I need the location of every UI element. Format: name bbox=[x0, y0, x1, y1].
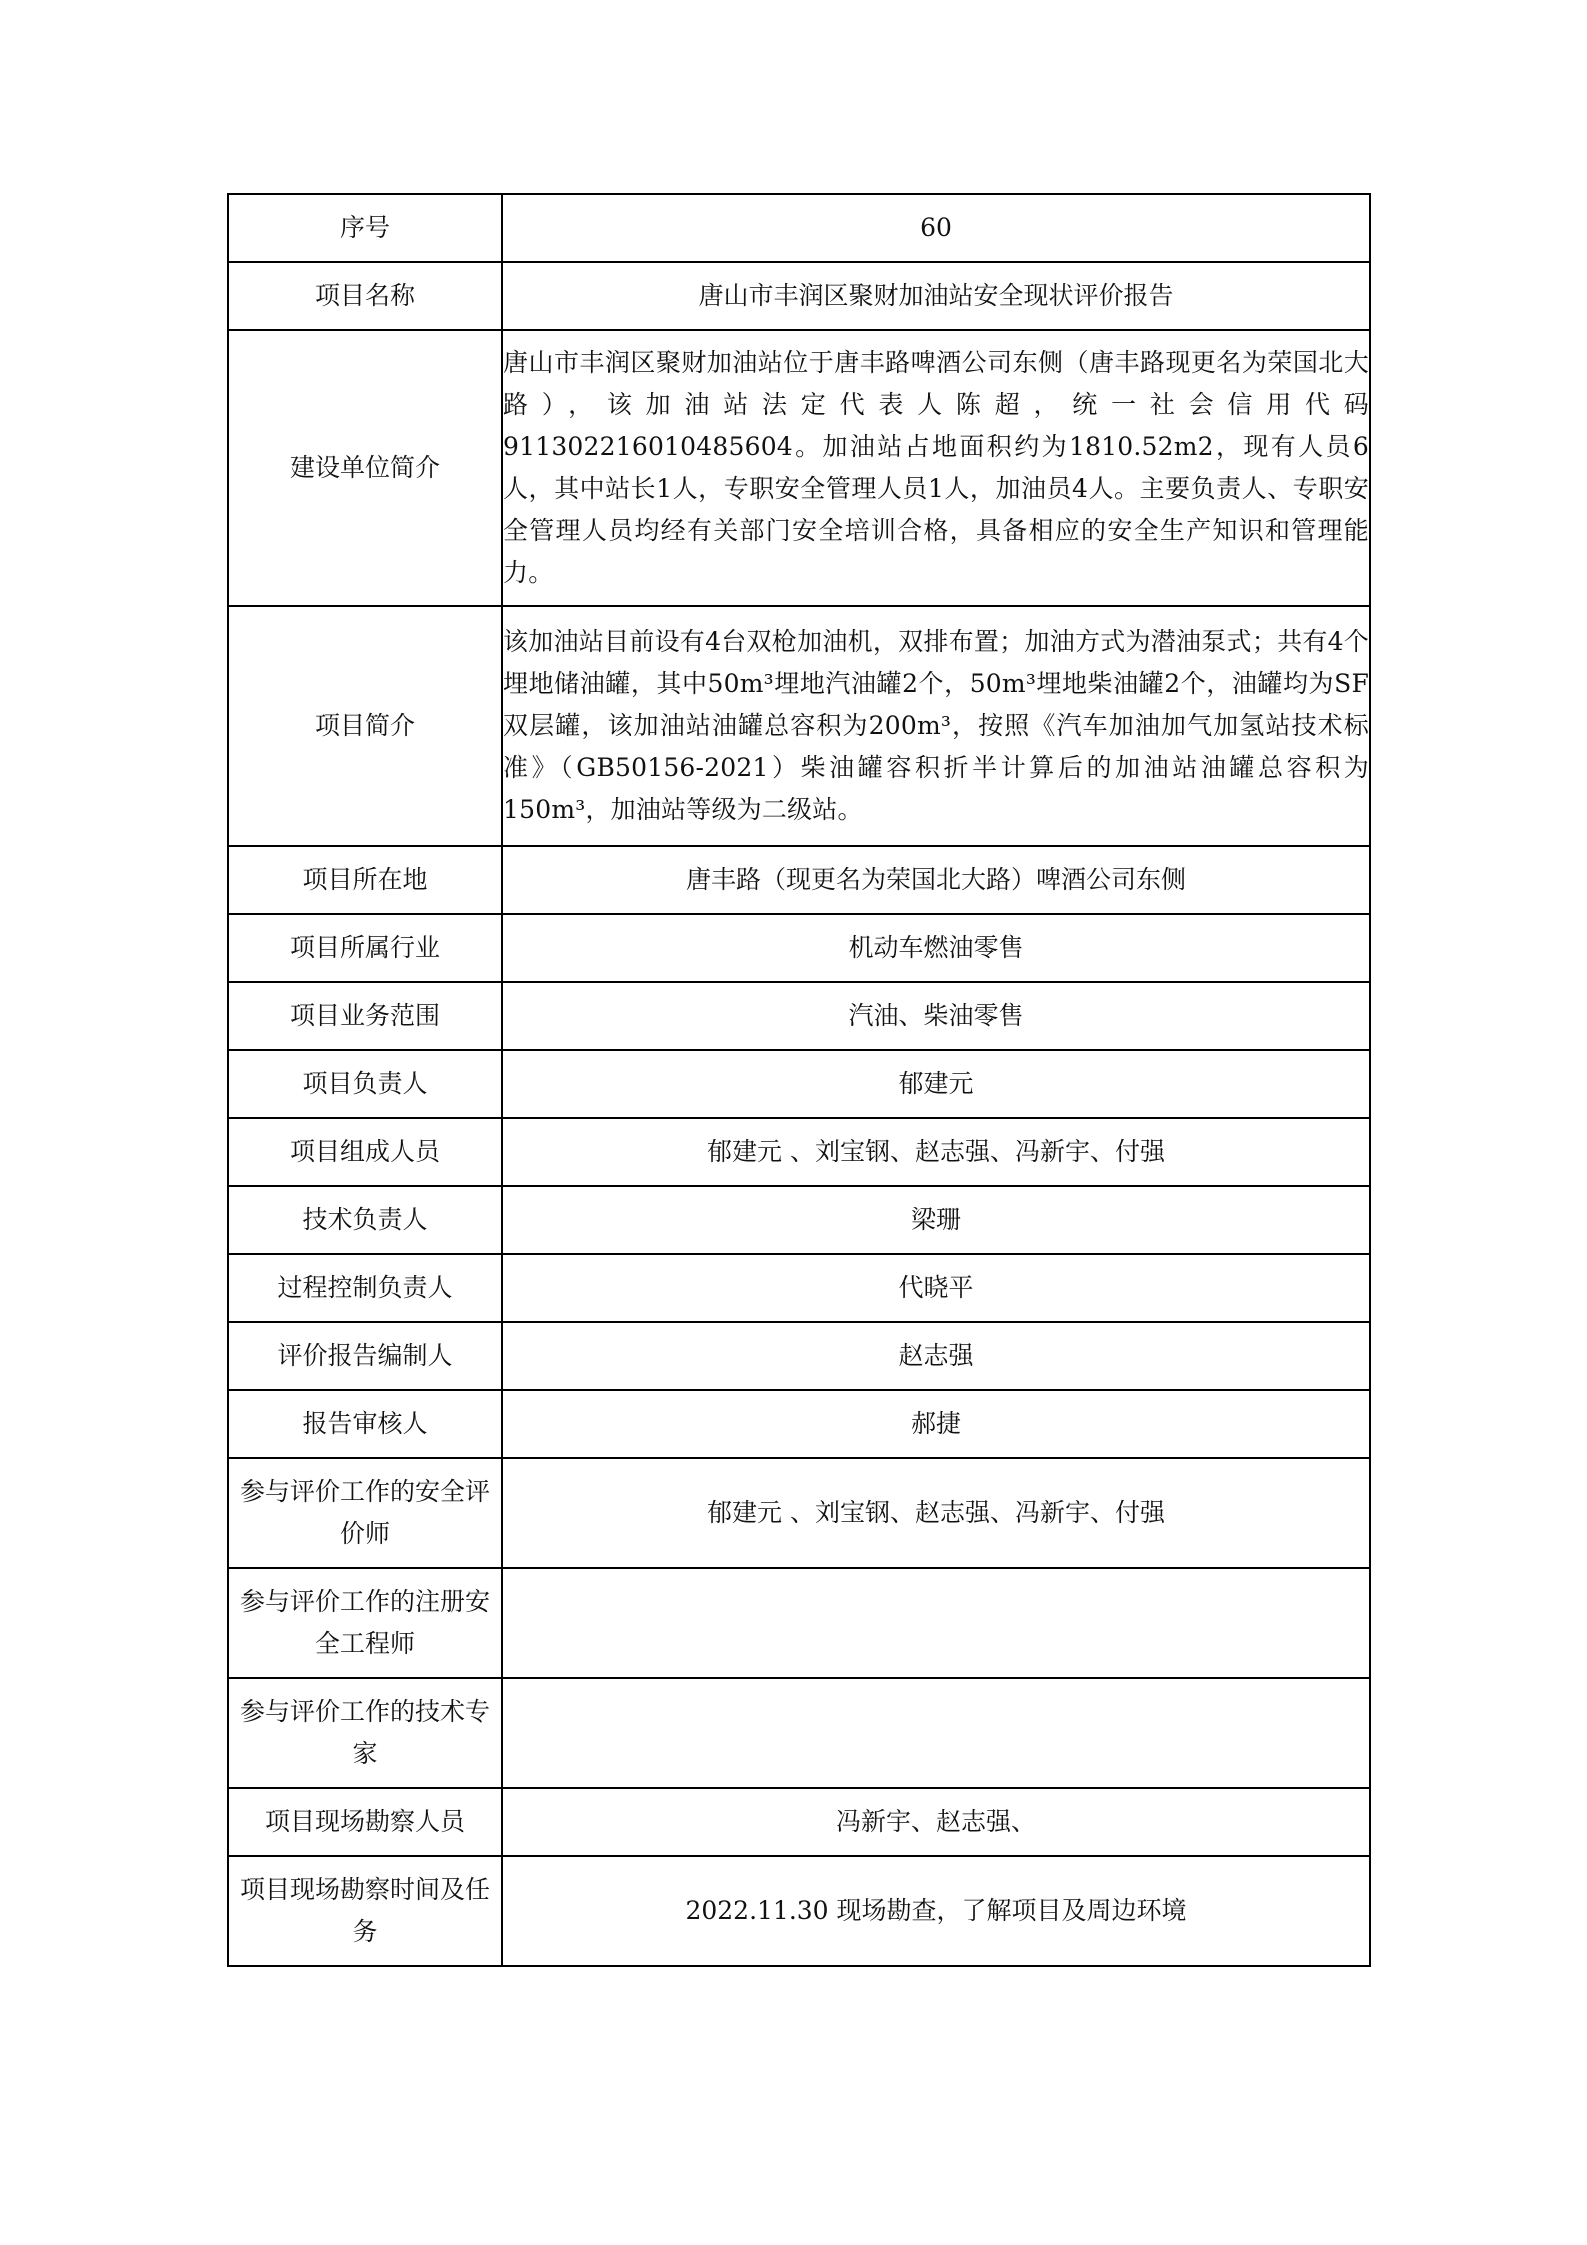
business-scope-value: 汽油、柴油零售 bbox=[502, 982, 1370, 1050]
table-row bbox=[228, 1118, 1370, 1186]
row-label-registered-engineers: 参与评价工作的注册安全工程师 bbox=[228, 1568, 502, 1678]
row-label-site-survey-time-task: 项目现场勘察时间及任务 bbox=[228, 1856, 502, 1966]
row-label-project-lead: 项目负责人 bbox=[228, 1050, 502, 1118]
table-row bbox=[228, 194, 1370, 262]
report-reviewer-value: 郝捷 bbox=[502, 1390, 1370, 1458]
technical-experts-value bbox=[502, 1678, 1370, 1788]
table-row bbox=[228, 846, 1370, 914]
row-label-project-intro: 项目简介 bbox=[228, 606, 502, 846]
industry-value: 机动车燃油零售 bbox=[502, 914, 1370, 982]
row-label-report-reviewer: 报告审核人 bbox=[228, 1390, 502, 1458]
technical-lead-value: 梁珊 bbox=[502, 1186, 1370, 1254]
table-row bbox=[228, 1186, 1370, 1254]
table-row bbox=[228, 1568, 1370, 1678]
row-label-serial-number: 序号 bbox=[228, 194, 502, 262]
row-label-team-members: 项目组成人员 bbox=[228, 1118, 502, 1186]
row-label-technical-lead: 技术负责人 bbox=[228, 1186, 502, 1254]
safety-assessors-value: 郁建元 、刘宝钢、赵志强、冯新宇、付强 bbox=[502, 1458, 1370, 1568]
table-row bbox=[228, 262, 1370, 330]
project-info-table bbox=[227, 193, 1371, 1967]
row-label-business-scope: 项目业务范围 bbox=[228, 982, 502, 1050]
project-name-value: 唐山市丰润区聚财加油站安全现状评价报告 bbox=[502, 262, 1370, 330]
row-label-technical-experts: 参与评价工作的技术专家 bbox=[228, 1678, 502, 1788]
row-label-project-name: 项目名称 bbox=[228, 262, 502, 330]
project-location-value: 唐丰路（现更名为荣国北大路）啤酒公司东侧 bbox=[502, 846, 1370, 914]
table-row bbox=[228, 1322, 1370, 1390]
row-label-safety-assessors: 参与评价工作的安全评价师 bbox=[228, 1458, 502, 1568]
table-row bbox=[228, 1254, 1370, 1322]
serial-number-value: 60 bbox=[502, 194, 1370, 262]
project-lead-value: 郁建元 bbox=[502, 1050, 1370, 1118]
registered-engineers-value bbox=[502, 1568, 1370, 1678]
table-row bbox=[228, 330, 1370, 606]
table-row bbox=[228, 606, 1370, 846]
team-members-value: 郁建元 、刘宝钢、赵志强、冯新宇、付强 bbox=[502, 1118, 1370, 1186]
table-row bbox=[228, 1458, 1370, 1568]
table-row bbox=[228, 1856, 1370, 1966]
row-label-project-location: 项目所在地 bbox=[228, 846, 502, 914]
table-row bbox=[228, 1678, 1370, 1788]
site-survey-staff-value: 冯新宇、赵志强、 bbox=[502, 1788, 1370, 1856]
table-row bbox=[228, 914, 1370, 982]
table-row bbox=[228, 1788, 1370, 1856]
row-label-site-survey-staff: 项目现场勘察人员 bbox=[228, 1788, 502, 1856]
row-label-company-intro: 建设单位简介 bbox=[228, 330, 502, 606]
process-control-lead-value: 代晓平 bbox=[502, 1254, 1370, 1322]
table-row bbox=[228, 1050, 1370, 1118]
project-intro-value: 该加油站目前设有4台双枪加油机，双排布置；加油方式为潜油泵式；共有4个埋地储油罐，其中50m³埋地汽油罐2个，50m³埋地柴油罐2个，油罐均为SF双层罐，该加油站油罐总容积为200m³，按照《汽车加油加气加氢站技术标准》（GB50156-2021）柴油罐容积折半计算后的加油站油罐总容积为150m³，加油站等级为二级站。 bbox=[502, 606, 1370, 846]
table-row bbox=[228, 1390, 1370, 1458]
row-label-industry: 项目所属行业 bbox=[228, 914, 502, 982]
site-survey-time-task-value: 2022.11.30 现场勘查，了解项目及周边环境 bbox=[502, 1856, 1370, 1966]
row-label-process-control-lead: 过程控制负责人 bbox=[228, 1254, 502, 1322]
table-row bbox=[228, 982, 1370, 1050]
company-intro-value: 唐山市丰润区聚财加油站位于唐丰路啤酒公司东侧（唐丰路现更名为荣国北大路），该加油站法定代表人陈超，统一社会信用代码911302216010485604。加油站占地面积约为1810.52m2，现有人员6人，其中站长1人，专职安全管理人员1人，加油员4人。主要负责人、专职安全管理人员均经有关部门安全培训合格，具备相应的安全生产知识和管理能力。 bbox=[502, 330, 1370, 606]
row-label-report-author: 评价报告编制人 bbox=[228, 1322, 502, 1390]
report-author-value: 赵志强 bbox=[502, 1322, 1370, 1390]
